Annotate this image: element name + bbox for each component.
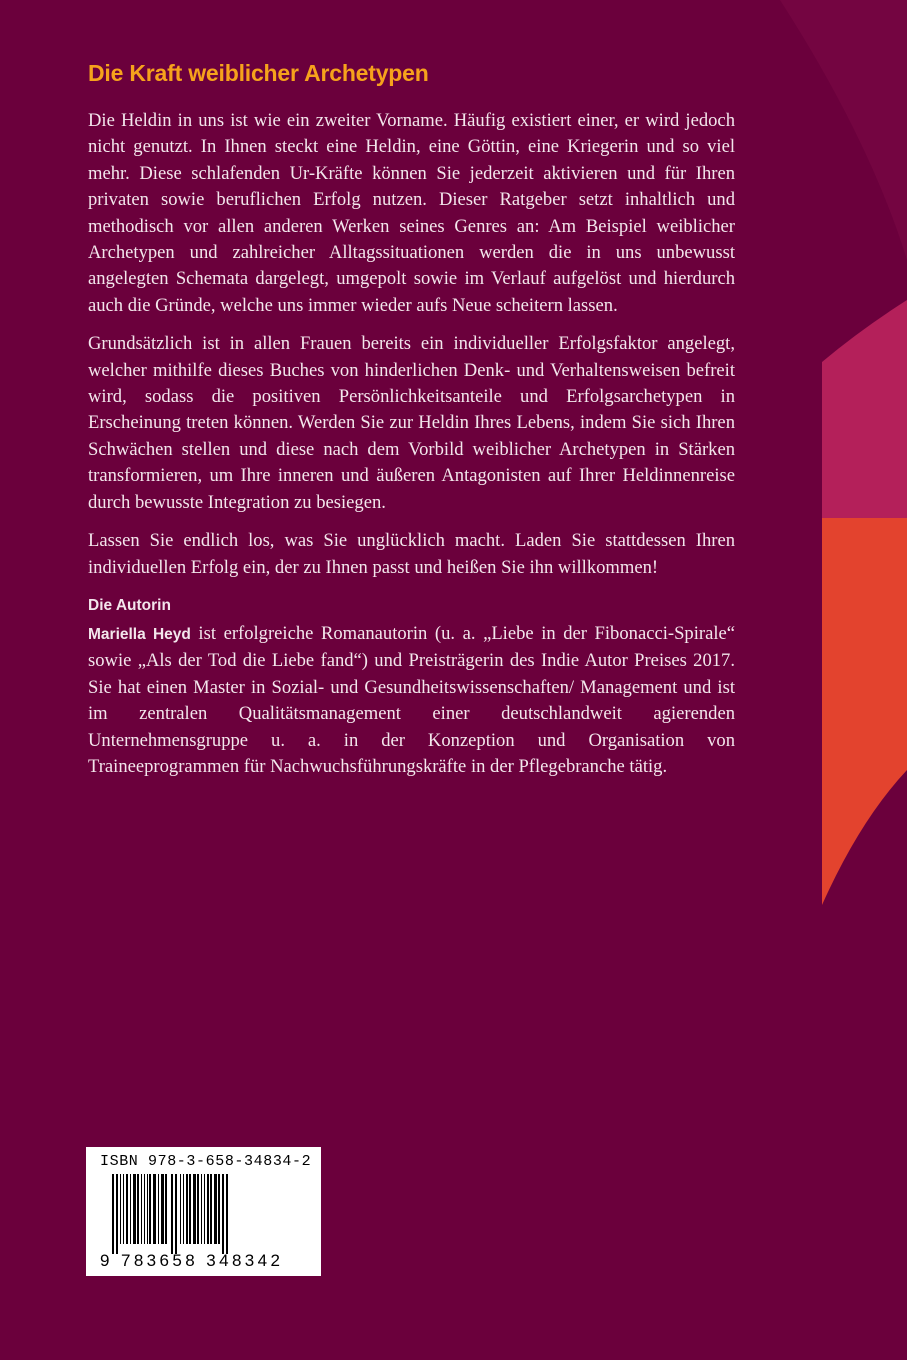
barcode-bar <box>137 1174 139 1244</box>
barcode-bar <box>130 1174 131 1244</box>
barcode-bar <box>214 1174 217 1244</box>
barcode-bar <box>183 1174 184 1244</box>
barcode-bar <box>197 1174 199 1244</box>
barcode-bar <box>112 1174 114 1254</box>
author-bio-text: ist erfolgreiche Romanautorin (u. a. „Liebe in der Fibonacci-Spirale“ sowie „Als der Tod die Liebe fand“) und Preisträgerin des Indie Autor Preises 2017. Sie hat einen Master in Sozial- und Gesundheitswissenschaften/ Management und ist im zentralen Qualitätsmanagement einer deutschlandweit agierenden Unternehmensgruppe u. a. in der Konzeption und Organisation von Traineeprogrammen für Nachwuchsführungskräfte in der Pflegebranche tätig. <box>88 622 735 777</box>
author-bio <box>88 621 735 780</box>
pink-curve-shape <box>822 300 907 520</box>
barcode-bar <box>193 1174 196 1244</box>
barcode-bar <box>120 1174 121 1244</box>
barcode-bar <box>123 1174 124 1244</box>
barcode-bar <box>222 1174 224 1254</box>
barcode-bar <box>149 1174 151 1244</box>
barcode-bar <box>116 1174 118 1254</box>
barcode-bar <box>153 1174 156 1244</box>
isbn-label: ISBN 978-3-658-34834-2 <box>100 1153 312 1170</box>
barcode-bar <box>147 1174 148 1244</box>
barcode-bar <box>186 1174 188 1244</box>
barcode-bar <box>175 1174 177 1254</box>
barcode-bar <box>126 1174 128 1244</box>
paragraph-closing: Lassen Sie endlich los, was Sie unglücklich macht. Laden Sie stattdessen Ihren individuellen Erfolg ein, der zu Ihnen passt und heißen Sie ihn willkommen! <box>88 530 735 578</box>
barcode-bar <box>141 1174 142 1244</box>
barcode-bar <box>204 1174 205 1244</box>
barcode-bar <box>226 1174 228 1254</box>
author-name: Mariella Heyd <box>88 625 191 643</box>
paragraph-intro: Die Heldin in uns ist wie ein zweiter Vorname. Häufig existiert einer, er wird jedoch nicht genutzt. In Ihnen steckt eine Heldin, eine Göttin, eine Kriegerin und so viel mehr. Diese schlafenden Ur-Kräfte können Sie jederzeit aktivieren und für Ihren privaten sowie beruflichen Erfolg nutzen. Dieser Ratgeber setzt inhaltlich und methodisch vor allen anderen Werken seines Genres an: Am Beispiel weiblicher Archetypen und zahlreicher Alltagssituationen werden die in uns unbewusst angelegten Schemata dargelegt, umgepolt sowie im Verlauf aufgelöst und hierdurch auch die Gründe, welche uns immer wieder aufs Neue scheitern lassen. <box>88 110 735 316</box>
barcode-bar <box>165 1174 167 1244</box>
barcode-bar <box>133 1174 136 1244</box>
corner-shade-shape <box>780 0 907 260</box>
barcode-bar <box>189 1174 191 1244</box>
isbn-barcode <box>86 1147 321 1276</box>
barcode-bar <box>210 1174 212 1244</box>
barcode-bar <box>218 1174 220 1244</box>
red-curve-shape <box>822 518 907 905</box>
author-heading: Die Autorin <box>88 596 171 614</box>
barcode-bar <box>180 1174 181 1244</box>
barcode-bar <box>207 1174 209 1244</box>
barcode-bar <box>158 1174 159 1244</box>
paragraph-success-factor: Grundsätzlich ist in allen Frauen bereits ein individueller Erfolgsfaktor angelegt, welcher mithilfe dieses Buches von hinderlichen Denk- und Verhaltensweisen befreit wird, sodass die positiven Persönlichkeitsanteile und Erfolgsarchetypen in Erscheinung treten können. Werden Sie zur Heldin Ihres Lebens, indem Sie sich Ihren Schwächen stellen und diese nach dem Vorbild weiblicher Archetypen in Stärken transformieren, um Ihre inneren und äußeren Antagonisten auf Ihrer Heldinnenreise durch bewusste Integration zu besiegen. <box>88 333 735 513</box>
back-cover-text <box>88 58 735 792</box>
barcode-digits: 9 783658 348342 <box>100 1251 284 1270</box>
barcode-bar <box>161 1174 164 1244</box>
barcode-bar <box>144 1174 145 1244</box>
book-title: Die Kraft weiblicher Archetypen <box>88 60 429 86</box>
barcode-bar <box>171 1174 173 1254</box>
barcode-bar <box>201 1174 202 1244</box>
